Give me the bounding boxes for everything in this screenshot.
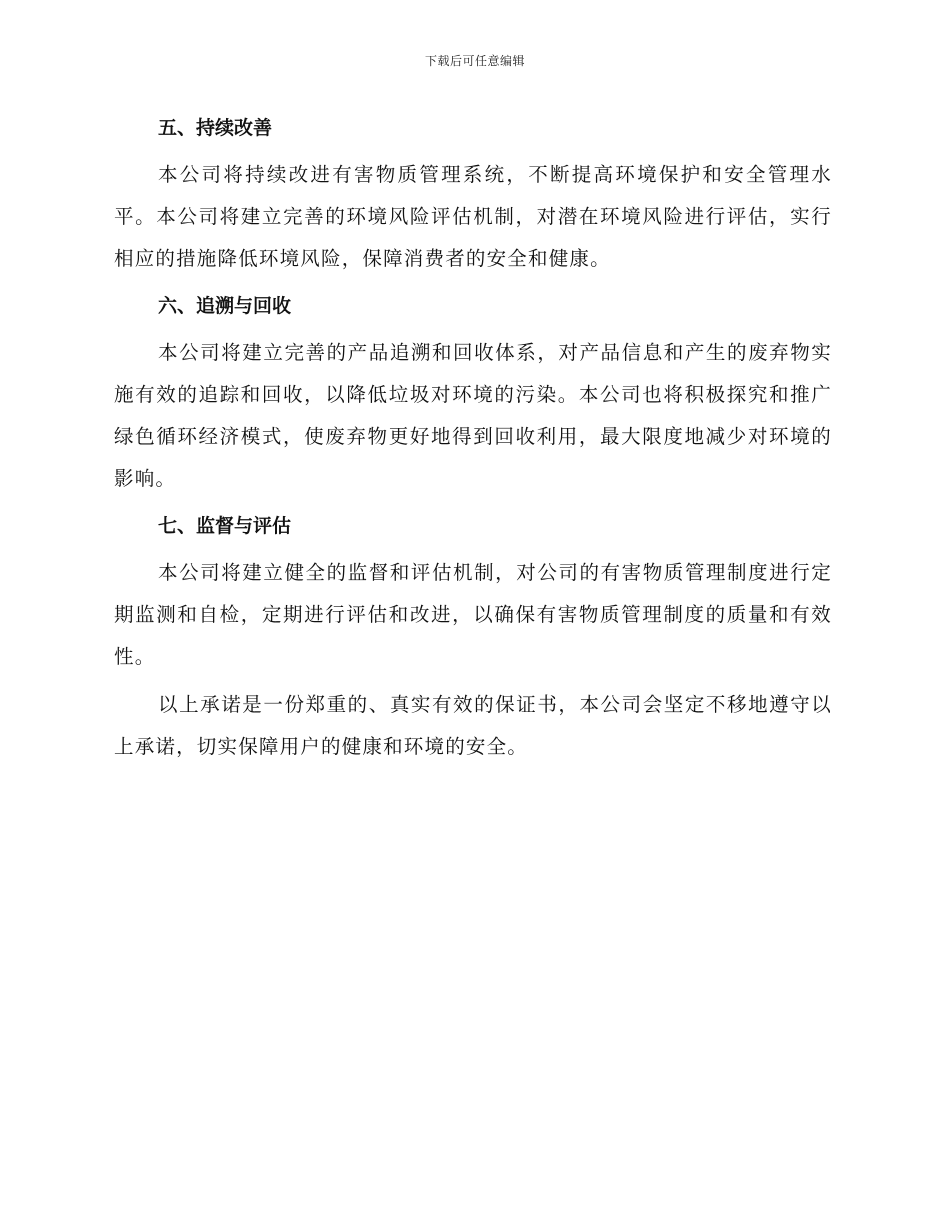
document-body	[114, 108, 832, 768]
section-heading-supervision-evaluation: 七、监督与评估	[158, 515, 292, 537]
paragraph-closing-commitment: 以上承诺是一份郑重的、真实有效的保证书，本公司会坚定不移地遵守以上承诺，切实保障用户的健康和环境的安全。	[114, 693, 832, 758]
page-header-note: 下载后可任意编辑	[424, 54, 525, 68]
paragraph-continuous-improvement: 本公司将持续改进有害物质管理系统，不断提高环境保护和安全管理水平。本公司将建立完善的环境风险评估机制，对潜在环境风险进行评估，实行相应的措施降低环境风险，保障消费者的安全和健康。	[114, 163, 832, 270]
paragraph-traceability-recycling: 本公司将建立完善的产品追溯和回收体系，对产品信息和产生的废弃物实施有效的追踪和回收，以降低垃圾对环境的污染。本公司也将积极探究和推广绿色循环经济模式，使废弃物更好地得到回收利用，最大限度地减少对环境的影响。	[114, 341, 832, 490]
paragraph-supervision-evaluation: 本公司将建立健全的监督和评估机制，对公司的有害物质管理制度进行定期监测和自检，定期进行评估和改进，以确保有害物质管理制度的质量和有效性。	[114, 561, 832, 668]
section-heading-traceability-recycling: 六、追溯与回收	[158, 295, 292, 317]
section-heading-continuous-improvement: 五、持续改善	[158, 117, 273, 139]
